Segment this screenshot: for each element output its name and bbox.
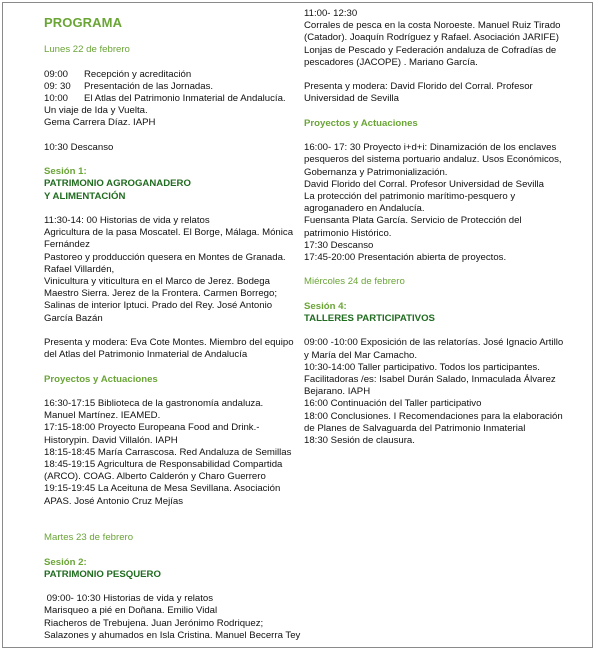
- left-column: [44, 8, 301, 642]
- schedule-line: 18:00 Conclusiones. I Recomendaciones para la elaboración de Planes de Salvaguarda del Patrimonio Inmaterial: [304, 410, 563, 434]
- schedule-line: Vinicultura y viticultura en el Marco de Jerez. Bodega Maestro Sierra. Jerez de la Frontera. Carmen Borrego;: [44, 276, 278, 300]
- section-heading: Proyectos y Actuaciones: [304, 117, 418, 129]
- schedule-line: 10:30 Descanso: [44, 141, 114, 153]
- schedule-line: 16:30-17:15 Biblioteca de la gastronomía andaluza. Manuel Martínez. IEAMED.: [44, 397, 264, 422]
- schedule-line: Marisqueo a pié en Doñana. Emilio Vidal: [44, 605, 218, 617]
- schedule-line: 09: 30 Presentación de las Jornadas.: [44, 80, 214, 92]
- schedule-line: La protección del patrimonio marítimo-pesquero y agroganadero en Andalucía.: [304, 191, 516, 215]
- schedule-line: Gema Carrera Díaz. IAPH: [44, 117, 156, 129]
- schedule-line: 09:00- 10:30 Historias de vida y relatos: [44, 593, 214, 605]
- day-heading: Lunes 22 de febrero: [44, 44, 130, 56]
- schedule-line: 17:30 Descanso: [304, 239, 374, 251]
- schedule-line: Pastoreo y prodducción quesera en Montes de Granada. Rafael Villardén,: [44, 251, 286, 275]
- session-title: Y ALIMENTACIÓN: [44, 190, 126, 202]
- schedule-line: 18:30 Sesión de clausura.: [304, 435, 415, 447]
- schedule-line: Presenta y modera: David Florido del Corral. Profesor Universidad de Sevilla: [304, 81, 533, 105]
- schedule-line: 16:00 Continuación del Taller participativo: [304, 398, 482, 410]
- schedule-line: Corrales de pesca en la costa Noroeste. Manuel Ruiz Tirado (Catador). Joaquín Rodríguez y Rafael. Asociación JARIFE): [304, 20, 561, 44]
- schedule-line: 10:00 El Atlas del Patrimonio Inmaterial de Andalucía.: [44, 93, 286, 104]
- section-heading: Proyectos y Actuaciones: [44, 373, 158, 385]
- schedule-line: 17:45-20:00 Presentación abierta de proyectos.: [304, 252, 507, 264]
- schedule-line: 09:00 Recepción y acreditación: [44, 68, 192, 80]
- session-title: PATRIMONIO PESQUERO: [44, 568, 161, 580]
- schedule-line: 11:30-14: 00 Historias de vida y relatos: [44, 214, 210, 226]
- schedule-line: 16:00- 17: 30 Proyecto i+d+i: Dinamización de los enclaves pesqueros del sistema portuario andaluz. Usos Económicos, Gobernanza y Patrimonialización.: [304, 142, 562, 178]
- schedule-line: 19:15-19:45 La Aceituna de Mesa Sevillana. Asociación APAS. José Antonio Cruz Mejías: [44, 483, 281, 507]
- page-title: PROGRAMA: [44, 15, 123, 30]
- day-heading: Miércoles 24 de febrero: [304, 276, 405, 288]
- schedule-line: Riacheros de Trebujena. Juan Jerónimo Rodriquez;: [44, 617, 264, 629]
- right-column: [304, 8, 566, 447]
- schedule-line: David Florido del Corral. Profesor Universidad de Sevilla: [304, 178, 544, 190]
- schedule-line: Salazones y ahumados en Isla Cristina. Manuel Becerra Tey: [44, 629, 301, 641]
- schedule-line: Un viaje de Ida y Vuelta.: [44, 105, 148, 117]
- session-heading: Sesión 4:: [304, 300, 347, 312]
- schedule-line: Lonjas de Pescado y Federación andaluza de Cofradías de pescadores (JACOPE) . Mariano García.: [304, 44, 557, 68]
- schedule-line: 18:45-19:15 Agricultura de Responsabilidad Compartida (ARCO). COAG. Alberto Calderón y Charo Guerrero: [44, 459, 283, 483]
- schedule-line: Presenta y modera: Eva Cote Montes. Miembro del equipo del Atlas del Patrimonio Inmaterial de Andalucía: [44, 337, 294, 361]
- schedule-line: 18:15-18:45 María Carrascosa. Red Andaluza de Semillas: [44, 446, 292, 458]
- session-title: PATRIMONIO AGROGANADERO: [44, 178, 191, 190]
- session-heading: Sesión 1:: [44, 166, 87, 178]
- schedule-line: 10:30-14:00 Taller participativo. Todos los participantes. Facilitadoras /es: Isabel Durán Salado, Inmaculada Álvarez Bejarano. IAPH: [304, 361, 556, 398]
- schedule-line: 09:00 -10:00 Exposición de las relatorías. José Ignacio Artillo y María del Mar Camacho.: [304, 337, 564, 361]
- schedule-line: Salinas de interior Iptuci. Prado del Rey. José Antonio García Bazán: [44, 300, 273, 324]
- schedule-line: Fuensanta Plata García. Servicio de Protección del patrimonio Histórico.: [304, 215, 522, 239]
- schedule-line: 17:15-18:00 Proyecto Europeana Food and Drink.- Historypin. David Villalón. IAPH: [44, 422, 260, 446]
- schedule-line: 11:00- 12:30: [304, 8, 358, 19]
- day-heading: Martes 23 de febrero: [44, 532, 134, 544]
- session-title: TALLERES PARTICIPATIVOS: [304, 313, 435, 324]
- session-heading: Sesión 2:: [44, 556, 87, 568]
- schedule-line: Agricultura de la pasa Moscatel. El Borge, Málaga. Mónica Fernández: [44, 227, 294, 251]
